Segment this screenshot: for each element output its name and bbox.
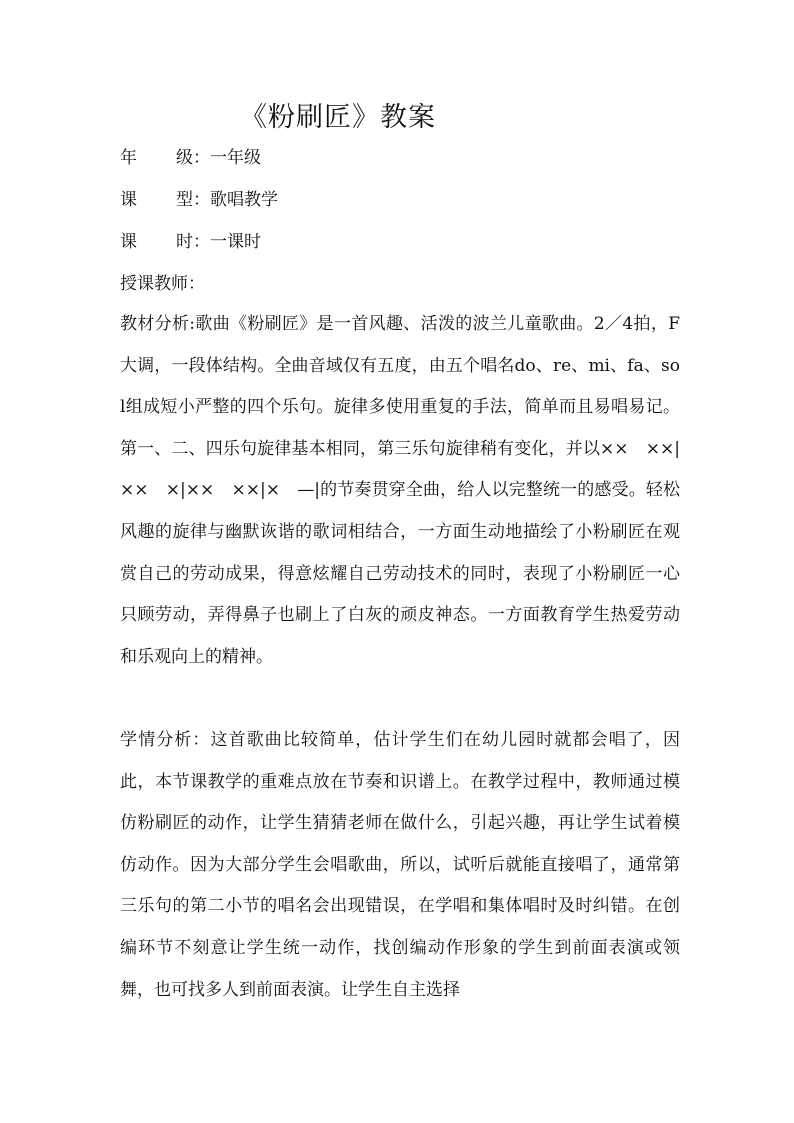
meta-grade-label-a: 年 — [120, 148, 137, 168]
meta-grade-label-b: 级： — [176, 148, 210, 168]
meta-teacher-label: 授课教师： — [120, 274, 205, 294]
meta-grade-value: 一年级 — [210, 148, 261, 168]
meta-duration-value: 一课时 — [210, 232, 261, 252]
meta-duration — [120, 230, 261, 254]
meta-type-label-a: 课 — [120, 190, 137, 210]
section-student-analysis — [120, 720, 680, 1011]
section-student-analysis-heading: 学情分析： — [120, 730, 211, 750]
section-material-analysis — [120, 304, 680, 678]
meta-duration-label-b: 时： — [176, 232, 210, 252]
meta-type — [120, 188, 278, 212]
meta-type-value: 歌唱教学 — [210, 190, 278, 210]
meta-grade — [120, 146, 261, 170]
meta-duration-label-a: 课 — [120, 232, 137, 252]
meta-type-label-b: 型： — [176, 190, 210, 210]
document-title: 《粉刷匠》教案 — [240, 102, 436, 133]
section-student-analysis-body: 这首歌曲比较简单，估计学生们在幼儿园时就都会唱了，因此，本节课教学的重难点放在节奏和识谱上。在教学过程中，教师通过模仿粉刷匠的动作，让学生猜猜老师在做什么，引起兴趣，再让学生试着模仿动作。因为大部分学生会唱歌曲，所以，试听后就能直接唱了，通常第三乐句的第二小节的唱名会出现错误，在学唱和集体唱时及时纠错。在创编环节不刻意让学生统一动作，找创编动作形象的学生到前面表演或领舞，也可找多人到前面表演。让学生自主选择 — [120, 730, 680, 1000]
section-material-analysis-heading: 教材分析: — [120, 314, 196, 334]
meta-teacher — [120, 272, 205, 296]
section-material-analysis-body: 歌曲《粉刷匠》是一首风趣、活泼的波兰儿童歌曲。2／4拍，F大调，一段体结构。全曲音域仅有五度，由五个唱名do、re、mi、fa、sol组成短小严整的四个乐句。旋律多使用重复的手法，简单而且易唱易记。第一、二、四乐句旋律基本相同，第三乐句旋律稍有变化，并以×× ××|×× ×|×× ××|× —|的节奏贯穿全曲，给人以完整统一的感受。轻松风趣的旋律与幽默诙谐的歌词相结合，一方面生动地描绘了小粉刷匠在观赏自己的劳动成果，得意炫耀自己劳动技术的同时，表现了小粉刷匠一心只顾劳动，弄得鼻子也刷上了白灰的顽皮神态。一方面教育学生热爱劳动和乐观向上的精神。 — [120, 314, 680, 667]
